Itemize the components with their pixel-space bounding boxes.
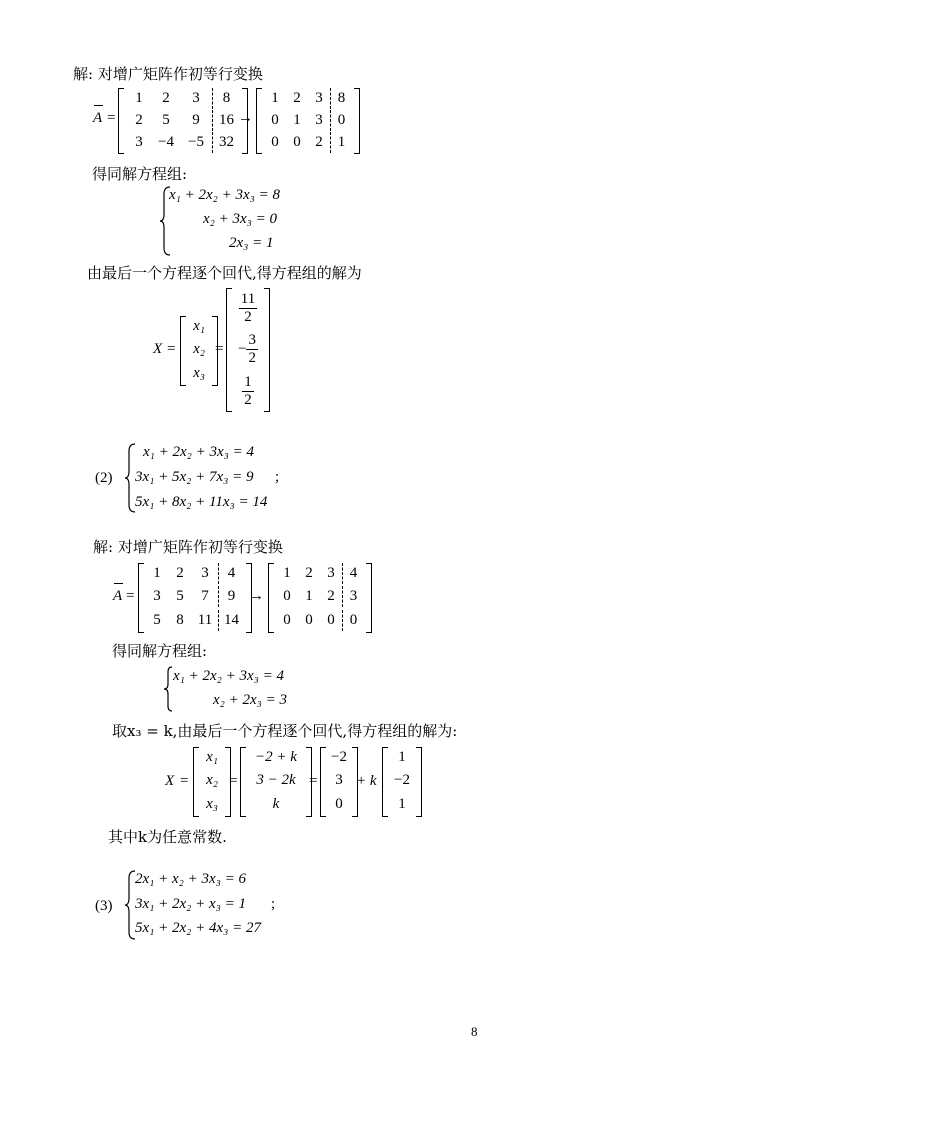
matrix-cell: 0 [293,134,301,150]
matrix-cell: −5 [188,134,204,150]
matrix-cell: 3 [201,565,209,581]
matrix-cell: 3 [327,565,335,581]
fraction-numerator: 3 [248,332,256,349]
matrix-cell: 1 [153,565,161,581]
augmented-matrix-symbol: A [93,110,102,127]
matrix-cell: 8 [176,611,184,628]
fraction-numerator: 1 [244,373,252,390]
matrix-cell: 0 [271,134,279,150]
matrix-cell: 1 [293,112,301,128]
augmented-matrix-symbol: A [113,588,122,605]
vector-entry: 0 [335,795,343,812]
problem-3-eq-1: 2x₁ + x₂ + 3x₃ = 6 [135,871,246,887]
matrix-cell: 3 [192,90,200,106]
matrix-cell: 2 [315,134,323,150]
matrix-cell: 4 [218,563,244,584]
matrix-cell: 1 [283,565,291,581]
matrix-cell: 3 [135,134,143,150]
semicolon: ; [271,896,276,912]
matrix-cell: 2 [176,565,184,581]
matrix-cell: 16 [212,110,240,131]
system-2-eq-2: x₂ + 2x₃ = 3 [213,692,287,708]
matrix-cell: 9 [218,586,244,607]
matrix-cell: 7 [201,588,209,605]
matrix-cell: 3 [342,586,364,607]
matrix-cell: 1 [135,90,143,106]
vector-entry: x₃ [193,364,205,381]
arrow-icon: → [249,588,264,604]
take-parameter-text: 取x₃ = k,由最后一个方程逐个回代,得方程组的解为: [112,722,458,740]
matrix-cell: 14 [218,610,244,631]
fraction-numerator: 11 [240,291,256,308]
equals-sign: = [126,588,135,604]
vector-entry: 1 [398,749,406,765]
equals-sign: = [167,341,176,357]
solution-vector-symbol: X [153,341,163,357]
echelon-matrix-1 [256,88,360,154]
unknowns-vector-2 [193,747,231,817]
vector-entry: x₂ [206,772,218,789]
page-number: 8 [471,1024,478,1039]
unknowns-vector-1 [180,316,218,386]
matrix-cell: 32 [212,132,240,153]
matrix-cell: 2 [162,90,170,106]
matrix-cell: 5 [162,112,170,128]
back-substitution-text-1: 由最后一个方程逐个回代,得方程组的解为 [87,264,362,282]
fraction-entry [234,374,262,409]
arrow-icon: → [238,110,253,126]
matrix-cell: 2 [305,565,313,581]
matrix-cell: 2 [135,112,143,128]
solution-vector-1 [226,288,270,412]
vector-entry: x₁ [206,749,218,765]
same-system-label-2: 得同解方程组: [112,642,208,660]
matrix-cell: 5 [176,588,184,605]
matrix-cell: 11 [197,611,213,628]
problem-2-eq-3: 5x₁ + 8x₂ + 11x₃ = 14 [135,494,268,510]
solution-vector-symbol: X [165,773,175,789]
matrix-cell: 0 [271,112,279,128]
matrix-cell: 8 [330,88,352,109]
system-eq-2: x₂ + 3x₃ = 0 [203,211,277,227]
matrix-cell: 8 [212,88,240,109]
fraction-denominator: 2 [244,391,252,408]
problem-3-label: (3) [95,898,113,914]
vector-entry: k [272,795,280,812]
semicolon: ; [275,469,280,485]
basis-vector [382,747,422,817]
fraction-entry [234,332,262,367]
matrix-cell: 3 [315,112,323,128]
fraction-entry [234,291,262,326]
matrix-cell: 2 [293,90,301,106]
echelon-matrix-2 [268,563,372,633]
vector-entry: −2 [394,772,410,789]
matrix-cell: 3 [153,588,161,605]
matrix-cell: 0 [342,610,364,631]
equals-sign: = [107,110,116,126]
matrix-cell: 1 [305,588,313,605]
equals-sign: = [309,773,318,789]
matrix-cell: 0 [283,611,291,628]
same-system-label-1: 得同解方程组: [92,165,188,183]
matrix-cell: 0 [305,611,313,628]
matrix-cell: 1 [271,90,279,106]
vector-entry: x₂ [193,341,205,358]
fraction-sign: − [238,341,247,358]
matrix-cell: 5 [153,611,161,628]
equals-sign: = [180,773,189,789]
problem-2-label: (2) [95,470,113,486]
vector-entry: −2 [331,749,347,765]
vector-entry: 3 [335,772,343,789]
vector-entry: x₁ [193,318,205,334]
general-solution-vector [240,747,312,817]
augmented-matrix-1 [118,88,248,154]
vector-entry: −2 + k [255,749,297,765]
matrix-cell: 1 [330,132,352,153]
matrix-cell: 4 [342,563,364,584]
matrix-cell: 0 [330,110,352,131]
system-2-eq-1: x₁ + 2x₂ + 3x₃ = 4 [173,668,284,684]
solution-intro-2: 解: 对增广矩阵作初等行变换 [93,538,283,556]
problem-3-eq-3: 5x₁ + 2x₂ + 4x₃ = 27 [135,920,261,936]
matrix-cell: −4 [158,134,174,150]
vector-entry: 1 [398,795,406,812]
vector-entry: x₃ [206,795,218,812]
fraction-denominator: 2 [248,350,256,367]
solution-intro-1: 解: 对增广矩阵作初等行变换 [73,65,263,83]
plus-k: + k [356,773,377,789]
fraction-denominator: 2 [244,309,252,326]
problem-3-eq-2: 3x₁ + 2x₂ + x₃ = 1 [135,896,246,912]
equals-sign: = [229,773,238,789]
problem-2-eq-2: 3x₁ + 5x₂ + 7x₃ = 9 [135,469,254,485]
matrix-cell: 0 [327,611,335,628]
system-eq-1: x₁ + 2x₂ + 3x₃ = 8 [169,187,280,203]
augmented-matrix-2 [138,563,252,633]
matrix-cell: 9 [192,112,200,128]
equals-sign: = [215,341,224,357]
matrix-cell: 0 [283,588,291,605]
matrix-cell: 2 [327,588,335,605]
matrix-cell: 3 [315,90,323,106]
arbitrary-constant-note: 其中k为任意常数. [108,828,227,846]
system-eq-3: 2x₃ = 1 [229,235,274,251]
particular-solution-vector [320,747,358,817]
vector-entry: 3 − 2k [256,772,296,789]
problem-2-eq-1: x₁ + 2x₂ + 3x₃ = 4 [143,444,254,460]
